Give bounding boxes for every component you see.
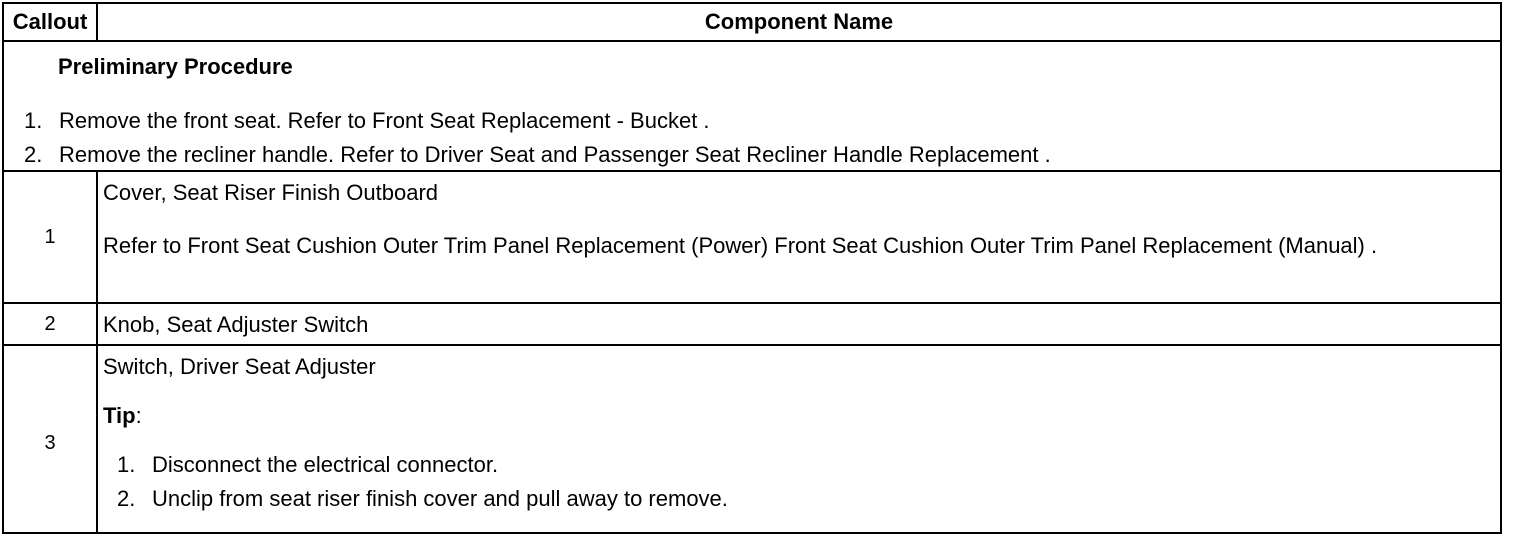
component-name: Cover, Seat Riser Finish Outboard bbox=[103, 180, 439, 205]
table-row bbox=[3, 345, 1501, 533]
step-text: Disconnect the electrical connector. bbox=[152, 452, 499, 477]
step-number: 2. bbox=[24, 142, 43, 167]
component-name: Switch, Driver Seat Adjuster bbox=[103, 354, 376, 379]
preliminary-procedure-row bbox=[3, 41, 1501, 171]
tip-step bbox=[103, 448, 1500, 482]
step-text: Unclip from seat riser finish cover and pull away to remove. bbox=[152, 486, 728, 511]
tip-colon: : bbox=[135, 403, 142, 428]
callout-number: 3 bbox=[3, 345, 97, 533]
tip-heading bbox=[103, 401, 1500, 430]
step-number: 1. bbox=[117, 452, 136, 477]
component-name-column-header: Component Name bbox=[97, 3, 1501, 41]
component-table bbox=[2, 2, 1502, 534]
tip-step bbox=[103, 482, 1500, 516]
step-number: 2. bbox=[117, 486, 136, 511]
preliminary-procedure-title: Preliminary Procedure bbox=[58, 54, 293, 79]
callout-column-header: Callout bbox=[3, 3, 97, 41]
step-text[interactable]: Remove the recliner handle. Refer to Driver Seat and Passenger Seat Recliner Handle Replacement . bbox=[59, 142, 1051, 167]
step-number: 1. bbox=[24, 108, 43, 133]
table-header-row bbox=[3, 3, 1501, 41]
preliminary-step bbox=[24, 142, 1051, 168]
table-row bbox=[3, 171, 1501, 303]
callout-number: 1 bbox=[3, 171, 97, 303]
component-reference-note[interactable]: Refer to Front Seat Cushion Outer Trim Panel Replacement (Power) Front Seat Cushion Outer Trim Panel Replacement (Manual) . bbox=[103, 233, 1378, 258]
step-text[interactable]: Remove the front seat. Refer to Front Seat Replacement - Bucket . bbox=[59, 108, 710, 133]
tip-label: Tip bbox=[103, 403, 136, 428]
preliminary-procedure-cell bbox=[3, 41, 1501, 171]
component-name: Knob, Seat Adjuster Switch bbox=[97, 303, 1501, 345]
component-name-cell bbox=[97, 345, 1501, 533]
table-row bbox=[3, 303, 1501, 345]
preliminary-step bbox=[24, 108, 710, 134]
callout-number: 2 bbox=[3, 303, 97, 345]
component-name-cell bbox=[97, 171, 1501, 303]
